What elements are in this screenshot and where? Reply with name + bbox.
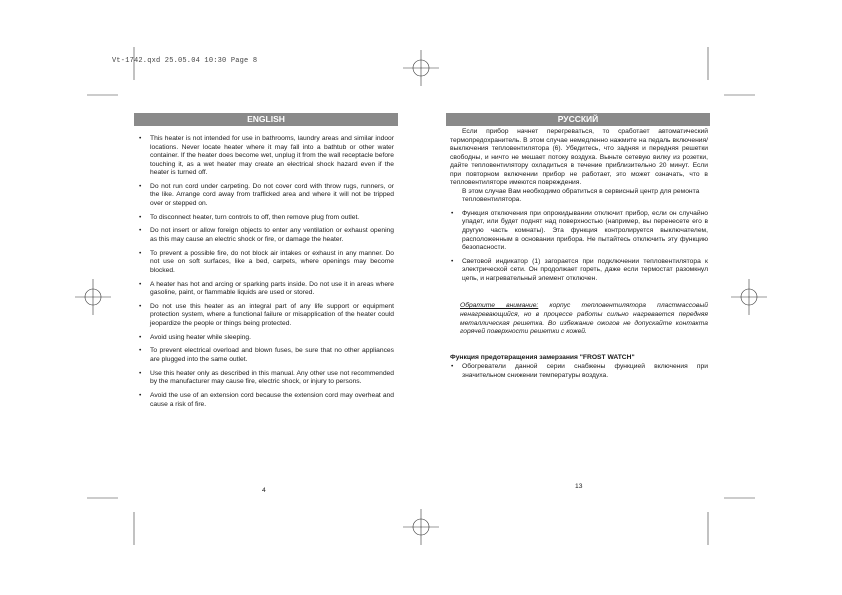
service-paragraph: В этом случае Вам необходимо обратиться в сервисный центр для ремонта тепловентилятора.: [462, 187, 700, 204]
list-item: • Обогреватели данной серии снабжены функцией включения при значительном снижении температуры воздуха.: [450, 363, 708, 380]
registration-mark: [403, 50, 439, 86]
note-text: корпус тепловентилятора пластмассовый ненагревающийся, но в процессе работы сильно нагревается передняя металлическая решетка. Во избежание ожогов не допускайте контакта горячей поверхности решетки с кожей.: [460, 302, 708, 336]
russian-column: [450, 128, 708, 386]
english-column: [138, 135, 394, 414]
list-item: • Avoid using heater while sleeping.: [138, 334, 394, 343]
page-number-right: 13: [575, 483, 583, 490]
list-item: • This heater is not intended for use in bathrooms, laundry areas and similar indoor locations. Never locate heater where it may fall into a bathtub or other water container. If the heater does become wet, unplug it from the wall receptacle before touching it, as a wet heater may create an electrical shock hazard even if the heater is turned off.: [138, 135, 394, 178]
list-item: • Световой индикатор (1) загорается при подключении тепловентилятора к электрической сети. Он продолжает гореть, даже если термостат разомкнул цепь, и нагревательный элемент отключен.: [450, 258, 708, 284]
list-item: • To disconnect heater, turn controls to off, then remove plug from outlet.: [138, 214, 394, 223]
list-item: • Do not insert or allow foreign objects to enter any ventilation or exhaust opening as this may cause an electric shock or fire, or damage the heater.: [138, 227, 394, 244]
list-item: • To prevent a possible fire, do not block air intakes or exhaust in any manner. Do not use on soft surfaces, like a bed, carpets, where openings may become blocked.: [138, 250, 394, 276]
list-item: • Функция отключения при опрокидывании отключит прибор, если он случайно упадет, или будет поднят над поверхностью (например, вы перенесете его в другую часть комнаты). Эта функция контролируется выключателем, расположенным в основании прибора. Не пытайтесь отключить эту функцию безопасности.: [450, 210, 708, 253]
english-section-header: ENGLISH: [134, 113, 398, 126]
russian-section-header: РУССКИЙ: [446, 113, 710, 126]
list-item: • Do not run cord under carpeting. Do not cover cord with throw rugs, runners, or the like. Arrange cord away from trafficked area and where it will not be tripped over or stepped on.: [138, 183, 394, 209]
registration-mark: [403, 509, 439, 545]
english-safety-list: [138, 135, 394, 409]
page-number-left: 4: [262, 487, 266, 494]
list-item: • To prevent electrical overload and blown fuses, be sure that no other appliances are plugged into the same outlet.: [138, 347, 394, 364]
attention-note: [450, 302, 708, 336]
list-item: • Use this heater only as described in this manual. Any other use not recommended by the manufacturer may cause fire, electric shock, or injury to persons.: [138, 370, 394, 387]
frost-watch-list: [450, 363, 708, 380]
note-label: Обратите внимание:: [460, 302, 539, 310]
list-item: • A heater has hot and arcing or sparking parts inside. Do not use it in areas where gasoline, paint, or flammable liquids are used or stored.: [138, 281, 394, 298]
list-item: • Do not use this heater as an integral part of any life support or equipment protection system, where a functional failure or misapplication of the heater could jeopardize the people or things being protected.: [138, 303, 394, 329]
registration-mark: [75, 279, 111, 315]
russian-feature-list: [450, 210, 708, 284]
frost-watch-heading: Функция предотвращения замерзания "FROST WATCH": [450, 353, 635, 361]
registration-mark: [731, 279, 767, 315]
list-item: • Avoid the use of an extension cord because the extension cord may overheat and cause a risk of fire.: [138, 392, 394, 409]
file-slug: Vt-1742.qxd 25.05.04 10:30 Page 8: [112, 57, 258, 65]
overheat-paragraph: Если прибор начнет перегреваться, то сработает автоматический термопредохранитель. В этом случае немедленно нажмите на педаль включения/выключения тепловентилятора (6). Убедитесь, что задняя и передняя решетки свободны, и ничто не мешает потоку воздуха. Выньте сетевую вилку из розетки, дайте тепловентилятору охладиться в течение приблизительно 20 минут. Если при повторном включении прибор не работает, это может означать, что в тепловентиляторе имеются повреждения.: [450, 128, 708, 187]
